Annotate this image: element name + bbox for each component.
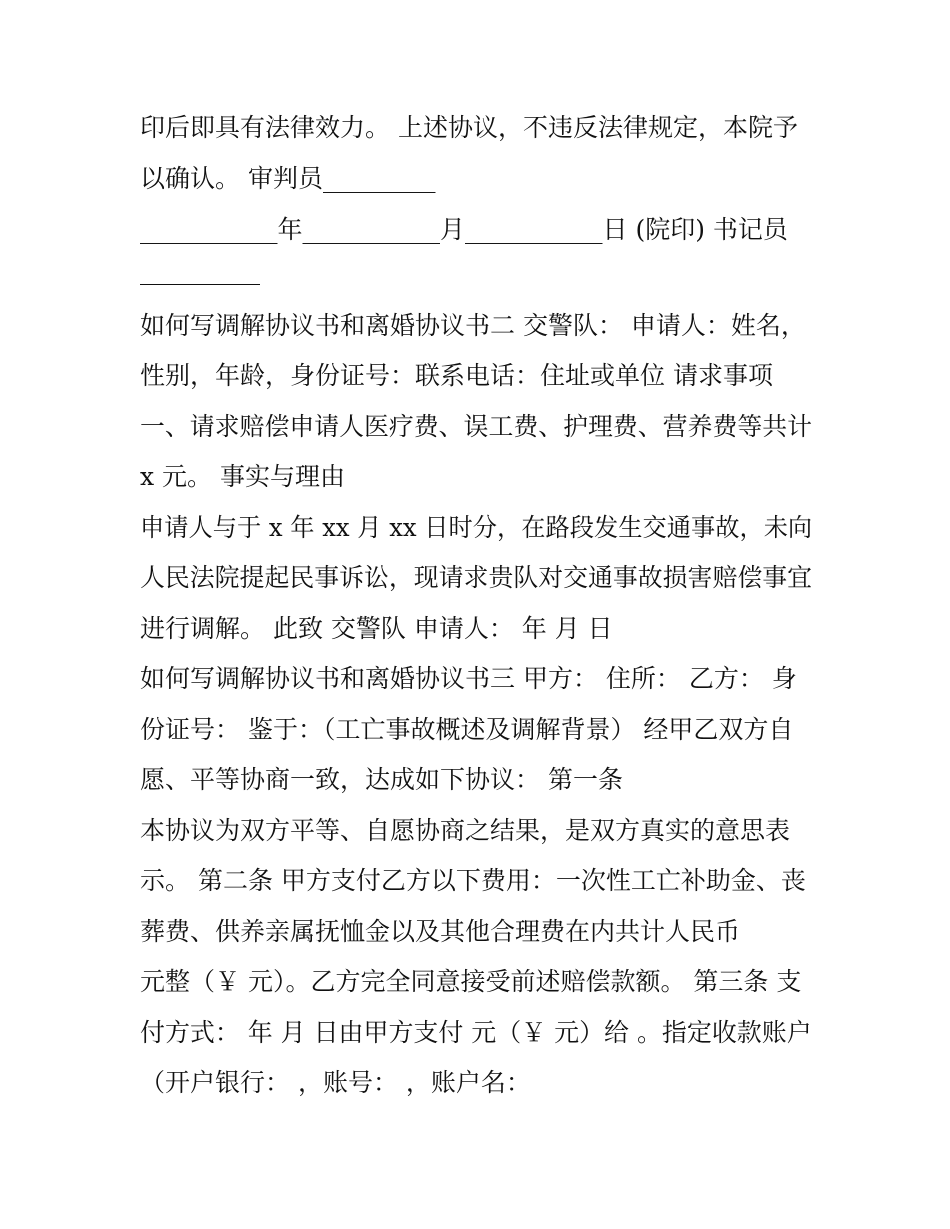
text-line-11: 进行调解。 此致 交警队 申请人： 年 月 日	[140, 614, 613, 643]
text-line-17: 葬费、供养亲属抚恤金以及其他合理费在内共计人民币	[140, 917, 741, 946]
text-line-3: ___________年___________月___________日 (院印) 书记员	[140, 215, 788, 244]
text-line-2: 以确认。 审判员_________	[140, 164, 436, 193]
text-line-9: 申请人与于 x 年 xx 月 xx 日时分，在路段发生交通事故，未向	[140, 513, 813, 542]
text-line-14: 愿、平等协商一致，达成如下协议： 第一条	[140, 765, 623, 794]
text-line-5: 如何写调解协议书和离婚协议书二 交警队： 申请人：姓名，	[140, 311, 806, 340]
text-line-15: 本协议为双方平等、自愿协商之结果，是双方真实的意思表	[140, 816, 791, 845]
text-line-8: x 元。 事实与理由	[140, 462, 345, 491]
signature-blank-line	[140, 284, 260, 285]
text-line-7: 一、请求赔偿申请人医疗费、误工费、护理费、营养费等共计	[140, 412, 813, 441]
text-line-10: 人民法院提起民事诉讼，现请求贵队对交通事故损害赔偿事宜	[140, 563, 813, 592]
text-line-13: 份证号： 鉴于：（工亡事故概述及调解背景） 经甲乙双方自	[140, 715, 794, 744]
text-line-20: （开户银行： ，账号： ，账户名：	[140, 1068, 531, 1097]
text-line-19: 付方式： 年 月 日由甲方支付 元（￥ 元）给 。指定收款账户	[140, 1018, 812, 1047]
text-line-12: 如何写调解协议书和离婚协议书三 甲方： 住所： 乙方： 身	[140, 664, 797, 693]
text-line-16: 示。 第二条 甲方支付乙方以下费用：一次性工亡补助金、丧	[140, 866, 806, 895]
text-line-18: 元整（￥ 元）。乙方完全同意接受前述赔偿款额。 第三条 支	[140, 967, 802, 996]
text-line-6: 性别，年龄，身份证号：联系电话：住址或单位 请求事项	[140, 361, 773, 390]
text-line-1: 印后即具有法律效力。 上述协议，不违反法律规定，本院予	[140, 113, 798, 142]
